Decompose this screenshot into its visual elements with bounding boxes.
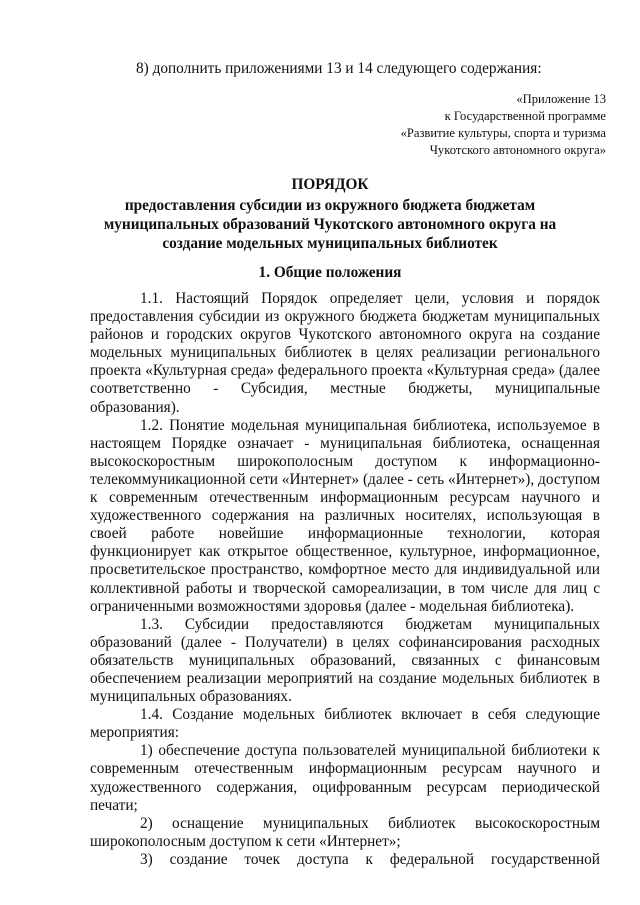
title-line: создание модельных муниципальных библиотек — [162, 235, 498, 252]
list-item-1: 1) обеспечение доступа пользователей муниципальной библиотеки к современным отечественным информационным ресурсам научного и художественного содержания, оцифрованным ресурсам периодической печати; — [90, 742, 600, 814]
section-heading: 1. Общие положения — [258, 264, 402, 281]
paragraph-1-1: 1.1. Настоящий Порядок определяет цели, условия и порядок предоставления субсидии из окружного бюджета бюджетам муниципальных районов и городских округов Чукотского автономного округа на создание модельных муниципальных библиотек в целях реализации регионального проекта «Культурная среда» федерального проекта «Культурная среда» (далее соответственно - Субсидия, местные бюджеты, муниципальные образования). — [90, 290, 600, 416]
list-item-3: 3) создание точек доступа к федеральной государственной — [140, 850, 600, 868]
annex-line: Чукотского автономного округа» — [429, 143, 606, 157]
title-line: муниципальных образований Чукотского автономного округа на — [103, 216, 557, 233]
paragraph-1-3: 1.3. Субсидии предоставляются бюджетам муниципальных образований (далее - Получатели) в целях софинансирования расходных обязательств муниципальных образований, связанных с финансовым обеспечением реализации мероприятий на создание модельных библиотек в муниципальных образованиях. — [90, 615, 600, 706]
annex-line: к Государственной программе — [444, 109, 606, 123]
paragraph-1-4: 1.4. Создание модельных библиотек включает в себя следующие мероприятия: — [90, 706, 600, 742]
document-body — [90, 290, 600, 869]
annex-line: «Приложение 13 — [516, 92, 606, 106]
title-heading: ПОРЯДОК — [291, 176, 369, 193]
title-line: предоставления субсидии из окружного бюджета бюджетам — [124, 197, 536, 214]
intro-line: 8) дополнить приложениями 13 и 14 следующего содержания: — [136, 60, 542, 77]
list-item-2: 2) оснащение муниципальных библиотек высокоскоростным широкополосным доступом к сети «Интернет»; — [90, 814, 600, 850]
annex-line: «Развитие культуры, спорта и туризма — [400, 126, 606, 140]
paragraph-1-2: 1.2. Понятие модельная муниципальная библиотека, используемое в настоящем Порядке означает - муниципальная библиотека, оснащенная высокоскоростным широкополосным доступом к информационно-телекоммуникационной сети «Интернет» (далее - сеть «Интернет»), доступом к современным отечественным информационным ресурсам научного и художественного содержания на различных носителях, использующая в своей работе новейшие информационные технологии, которая функционирует как открытое общественное, культурное, информационное, просветительское пространство, комфортное место для индивидуальной или коллективной работы и творческой самореализации, в том числе для лиц с ограниченными возможностями здоровья (далее - модельная библиотека). — [90, 416, 600, 615]
